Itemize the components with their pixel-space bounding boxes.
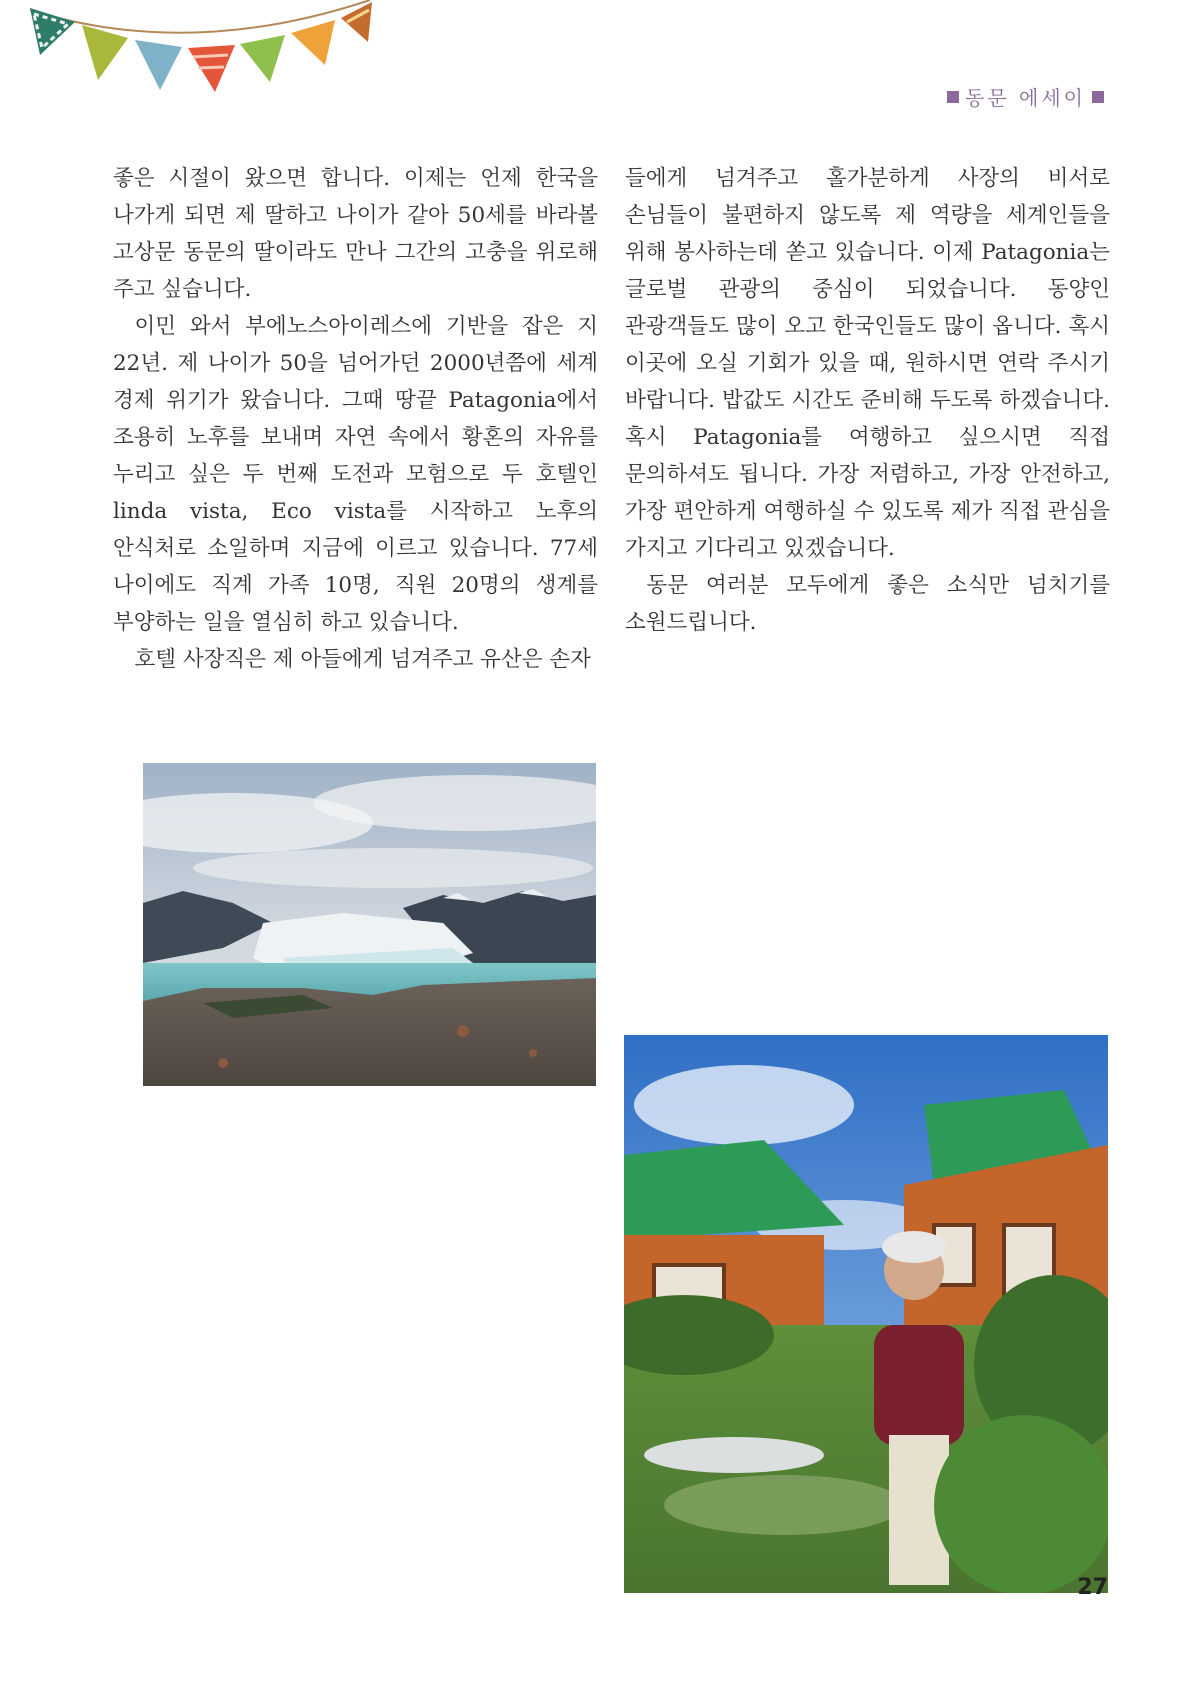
paragraph: 좋은 시절이 왔으면 합니다. 이제는 언제 한국을 나가게 되면 제 딸하고 나이가 같아 50세를 바라볼 고상문 동문의 딸이라도 만나 그간의 고충을 위로해 주고 싶습니다. — [113, 166, 598, 302]
hotel-portrait-photo — [624, 1035, 1108, 1593]
paragraph: 동문 여러분 모두에게 좋은 소식만 넘치기를 소원드립니다. — [625, 573, 1110, 635]
glacier-photo — [143, 763, 596, 1086]
text-column-left — [113, 160, 598, 678]
paragraph: 들에게 넘겨주고 홀가분하게 사장의 비서로 손님들이 불편하지 않도록 제 역량을 세계인들을 위해 봉사하는데 쏟고 있습니다. 이제 Patagonia는 글로벌 관광의 중심이 되었습니다. 동양인 관광객들도 많이 오고 한국인들도 많이 옵니다. 혹시 이곳에 오실 기회가 있을 때, 원하시면 연락 주시기 바랍니다. 밥값도 시간도 준비해 두도록 하겠습니다. 혹시 Patagonia를 여행하고 싶으시면 직접 문의하셔도 됩니다. 가장 저렴하고, 가장 안전하고, 가장 편안하게 여행하실 수 있도록 제가 직접 관심을 가지고 기다리고 있겠습니다. — [625, 166, 1110, 561]
bullet-square-icon — [947, 91, 959, 103]
section-title: 동문 에세이 — [965, 86, 1086, 110]
bullet-square-icon — [1092, 91, 1104, 103]
text-column-right — [625, 160, 1110, 641]
paragraph: 호텔 사장직은 제 아들에게 넘겨주고 유산은 손자 — [134, 647, 591, 672]
paragraph: 이민 와서 부에노스아이레스에 기반을 잡은 지 22년. 제 나이가 50을 넘어가던 2000년쯤에 세계 경제 위기가 왔습니다. 그때 땅끝 Patagonia에서 조용히 노후를 보내며 자연 속에서 황혼의 자유를 누리고 싶은 두 번째 도전과 모험으로 두 호텔인 linda vista, Eco vista를 시작하고 노후의 안식처로 소일하며 지금에 이르고 있습니다. 77세 나이에도 직계 가족 10명, 직원 20명의 생계를 부양하는 일을 열심히 하고 있습니다. — [113, 314, 598, 635]
bunting-decoration — [0, 0, 380, 100]
section-header — [947, 82, 1104, 111]
page-number: 27 — [1077, 1575, 1108, 1600]
